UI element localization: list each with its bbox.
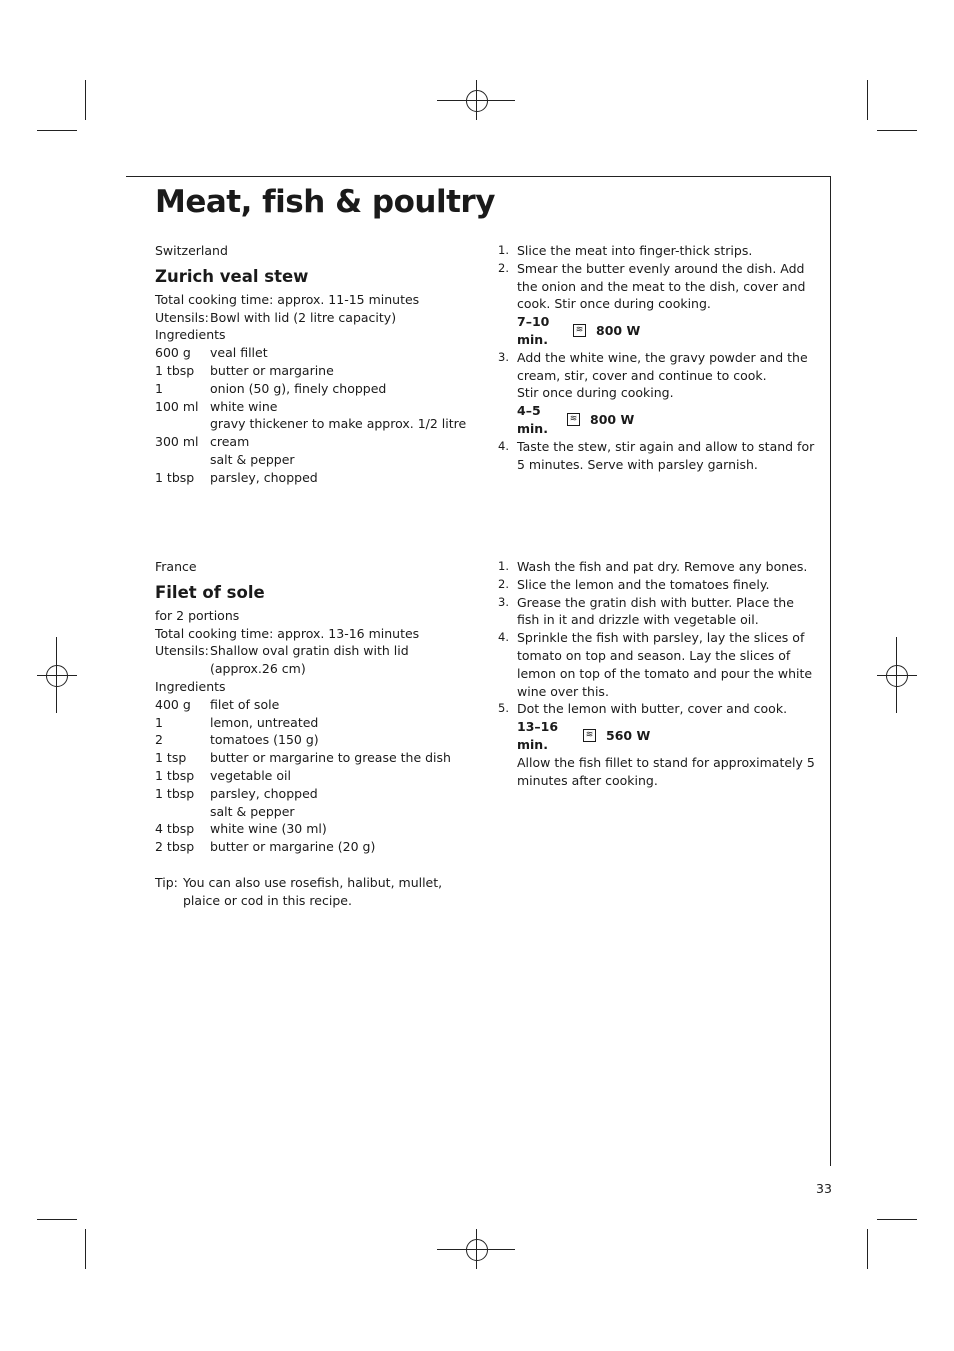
ingredient-qty <box>155 451 210 469</box>
ingredient-desc: filet of sole <box>210 696 280 712</box>
ingredient-list <box>155 696 451 856</box>
ingredient-row <box>155 767 451 785</box>
step-number: 4. <box>498 630 509 645</box>
crop-mark <box>867 1229 868 1269</box>
crop-mark <box>85 80 86 120</box>
step <box>498 349 816 438</box>
registration-mark <box>466 90 488 112</box>
ingredient-qty <box>155 415 210 433</box>
ingredient-desc: gravy thickener to make approx. 1/2 litre <box>210 416 467 432</box>
ingredient-qty: 600 g <box>155 345 191 361</box>
step-number: 1. <box>498 559 509 573</box>
step-text: Smear the butter evenly around the dish. Add the onion and the meat to the dish, cover and cook. Stir once during cooking. <box>517 260 806 312</box>
step-text: Sprinkle the fish with parsley, lay the slices of tomato on top and season. Lay the slices of lemon on top of the tomato and pour the white wine over this. <box>517 630 813 699</box>
cooking-setting <box>517 718 816 754</box>
ingredient-desc: salt & pepper <box>210 803 295 819</box>
ingredient-qty: 1 tbsp <box>155 767 195 783</box>
setting-power: 560 W <box>606 728 651 744</box>
cooking-time: Total cooking time: approx. 11-15 minutes <box>155 291 420 307</box>
utensils <box>155 309 475 327</box>
recipe-ingredients <box>155 558 475 910</box>
step-text: Taste the stew, stir again and allow to stand for 5 minutes. Serve with parsley garnish. <box>517 438 815 472</box>
recipe-title: Zurich veal stew <box>155 266 309 286</box>
crop-mark <box>877 1219 917 1220</box>
ingredient-desc: white wine (30 ml) <box>210 821 327 837</box>
ingredient-row <box>155 469 466 487</box>
ingredient-qty: 4 tbsp <box>155 821 195 837</box>
ingredient-row <box>155 785 451 803</box>
setting-power: 800 W <box>596 323 641 339</box>
registration-mark <box>466 1239 488 1261</box>
ingredient-row <box>155 803 451 821</box>
step <box>498 594 816 630</box>
ingredient-qty: 300 ml <box>155 434 199 450</box>
portions: for 2 portions <box>155 607 240 623</box>
registration-mark <box>46 665 68 687</box>
cooking-setting <box>517 402 816 438</box>
tip-text: You can also use rosefish, halibut, mullet, plaice or cod in this recipe. <box>183 874 443 908</box>
ingredient-desc: lemon, untreated <box>210 714 319 730</box>
step-text: Slice the lemon and the tomatoes finely. <box>517 576 770 592</box>
ingredient-desc: vegetable oil <box>210 767 291 783</box>
step-text: Slice the meat into finger-thick strips. <box>517 243 753 258</box>
ingredient-row <box>155 451 466 469</box>
registration-mark <box>886 665 908 687</box>
ingredient-desc: veal fillet <box>210 345 268 361</box>
crop-mark <box>877 130 917 131</box>
setting-time: 4–5 min. <box>517 403 548 436</box>
step-text: Add the white wine, the gravy powder and the cream, stir, cover and continue to cook. <box>517 349 808 383</box>
crop-mark <box>37 1219 77 1220</box>
ingredient-desc: white wine <box>210 398 278 414</box>
ingredient-row <box>155 820 451 838</box>
ingredient-qty: 1 tbsp <box>155 469 195 485</box>
ingredient-row <box>155 731 451 749</box>
ingredient-qty: 2 <box>155 732 163 748</box>
ingredient-qty: 100 ml <box>155 398 199 414</box>
setting-time: 13–16 min. <box>517 719 559 752</box>
ingredient-row <box>155 749 451 767</box>
ingredient-row <box>155 344 466 362</box>
setting-time: 7–10 min. <box>517 314 550 347</box>
utensils-value-2: (approx.26 cm) <box>210 661 306 677</box>
microwave-icon: ≋ <box>567 413 580 426</box>
ingredient-list <box>155 344 466 486</box>
step-number: 2. <box>498 576 509 591</box>
recipe-country: Switzerland <box>155 243 228 258</box>
step <box>498 700 816 789</box>
ingredient-qty: 1 tbsp <box>155 785 195 801</box>
ingredient-desc: onion (50 g), finely chopped <box>210 380 387 396</box>
cooking-setting <box>517 313 816 349</box>
ingredient-row <box>155 398 466 416</box>
utensils-value: Bowl with lid (2 litre capacity) <box>210 309 397 325</box>
ingredients-label: Ingredients <box>155 678 226 694</box>
utensils <box>155 642 475 678</box>
step <box>498 576 816 594</box>
recipe-country: France <box>155 559 197 574</box>
recipe-method <box>498 558 816 789</box>
step-note: Stir once during cooking. <box>517 385 674 401</box>
step <box>498 242 816 260</box>
step <box>498 629 816 700</box>
step-text: Wash the fish and pat dry. Remove any bones. <box>517 559 808 574</box>
step-list <box>498 242 816 473</box>
setting-power: 800 W <box>590 412 635 428</box>
ingredient-qty: 1 <box>155 380 163 396</box>
step-number: 3. <box>498 594 509 609</box>
step-number: 2. <box>498 260 509 275</box>
utensils-value: Shallow oval gratin dish with lid <box>210 643 409 659</box>
step-list <box>498 558 816 789</box>
ingredient-desc: parsley, chopped <box>210 785 318 801</box>
ingredient-row <box>155 362 466 380</box>
crop-mark <box>37 130 77 131</box>
ingredient-qty <box>155 803 210 821</box>
ingredient-desc: butter or margarine to grease the dish <box>210 750 451 766</box>
page-side-rule <box>830 176 831 1166</box>
ingredient-row <box>155 696 451 714</box>
ingredient-desc: salt & pepper <box>210 451 295 467</box>
page-title: Meat, fish & poultry <box>155 184 495 220</box>
step-text: Grease the gratin dish with butter. Place the fish in it and drizzle with vegetable oil. <box>517 594 794 628</box>
ingredient-row <box>155 380 466 398</box>
page-number: 33 <box>816 1181 832 1196</box>
ingredient-desc: tomatoes (150 g) <box>210 732 319 748</box>
step-number: 4. <box>498 438 509 453</box>
tip-label: Tip: <box>155 874 178 890</box>
step <box>498 260 816 349</box>
microwave-icon: ≋ <box>583 729 596 742</box>
utensils-label: Utensils: <box>155 309 209 325</box>
cooking-time: Total cooking time: approx. 13-16 minutes <box>155 625 420 641</box>
utensils-label: Utensils: <box>155 643 209 659</box>
step-number: 3. <box>498 349 509 364</box>
ingredient-qty: 1 tsp <box>155 750 187 766</box>
step <box>498 438 816 474</box>
ingredient-qty: 2 tbsp <box>155 839 195 855</box>
ingredient-qty: 1 <box>155 714 163 730</box>
tip <box>155 874 475 910</box>
crop-mark <box>867 80 868 120</box>
ingredient-qty: 400 g <box>155 696 191 712</box>
recipe-method <box>498 242 816 473</box>
ingredient-row <box>155 838 451 856</box>
step <box>498 558 816 576</box>
recipe-title: Filet of sole <box>155 582 265 602</box>
ingredient-desc: cream <box>210 434 250 450</box>
ingredient-row <box>155 714 451 732</box>
step-number: 1. <box>498 243 509 257</box>
header-rule <box>126 176 831 177</box>
ingredient-desc: butter or margarine (20 g) <box>210 839 376 855</box>
ingredient-row <box>155 433 466 451</box>
step-text: Dot the lemon with butter, cover and cook. <box>517 701 788 717</box>
ingredient-desc: butter or margarine <box>210 362 334 378</box>
microwave-icon: ≋ <box>573 324 586 337</box>
ingredient-qty: 1 tbsp <box>155 362 195 378</box>
step-note: Allow the fish fillet to stand for approximately 5 minutes after cooking. <box>517 754 815 788</box>
ingredient-desc: parsley, chopped <box>210 469 318 485</box>
ingredient-row <box>155 415 466 433</box>
recipe-ingredients <box>155 242 475 487</box>
ingredients-label: Ingredients <box>155 327 226 343</box>
crop-mark <box>85 1229 86 1269</box>
step-number: 5. <box>498 701 509 716</box>
